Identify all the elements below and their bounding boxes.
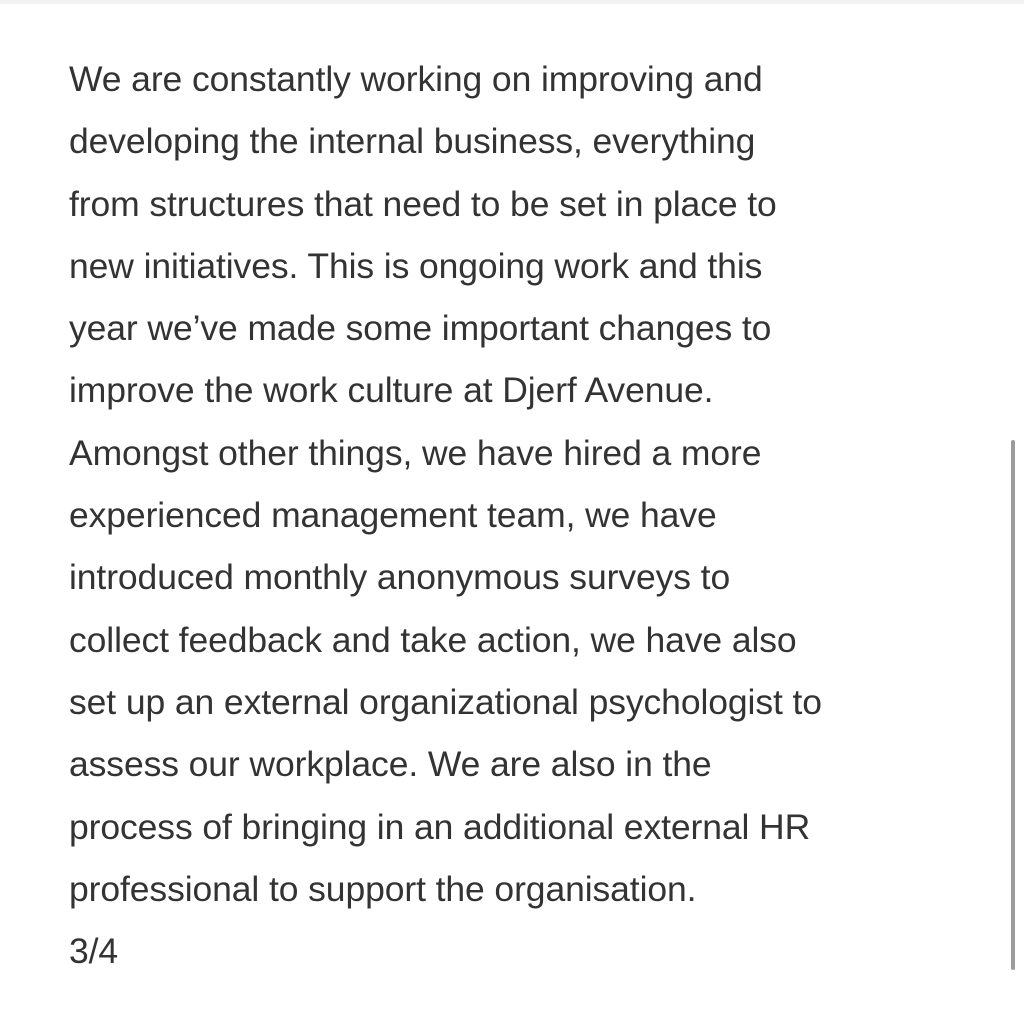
note-line-14: professional to support the organisation. — [69, 868, 697, 909]
page-counter: 3/4 — [69, 931, 119, 972]
note-line-4: new initiatives. This is ongoing work and this — [69, 245, 763, 286]
note-line-3: from structures that need to be set in place to — [69, 183, 777, 224]
note-line-2: developing the internal business, everything — [69, 121, 756, 162]
note-line-11: set up an external organizational psychologist to — [69, 681, 822, 722]
note-line-6: improve the work culture at Djerf Avenue. — [69, 370, 714, 411]
note-line-9: introduced monthly anonymous surveys to — [69, 557, 731, 598]
top-divider — [0, 0, 1024, 4]
note-line-12: assess our workplace. We are also in the — [69, 744, 712, 785]
scrollbar-thumb[interactable] — [1011, 440, 1015, 970]
note-line-5: year we’ve made some important changes to — [69, 308, 772, 349]
note-line-7: Amongst other things, we have hired a more — [69, 432, 762, 473]
note-line-1: We are constantly working on improving and — [69, 59, 763, 99]
vertical-scrollbar[interactable] — [1008, 440, 1018, 970]
note-line-8: experienced management team, we have — [69, 495, 717, 536]
note-text-body[interactable] — [69, 48, 999, 982]
note-line-13: process of bringing in an additional external HR — [69, 806, 811, 847]
note-line-10: collect feedback and take action, we have also — [69, 619, 797, 660]
